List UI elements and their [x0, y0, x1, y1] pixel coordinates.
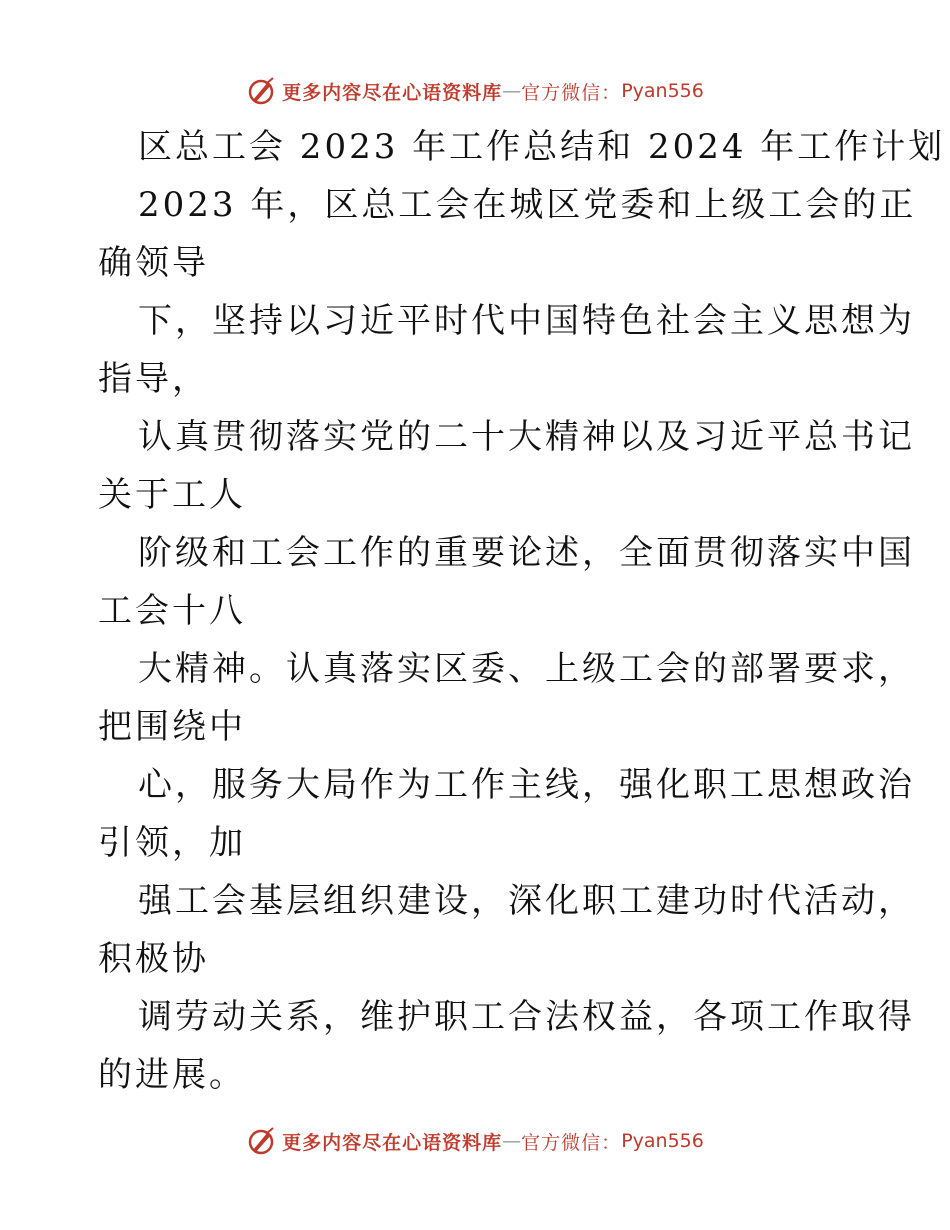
- watermark-header: [0, 74, 950, 108]
- paragraph-line: 确领导: [98, 243, 209, 283]
- watermark-dash: —: [502, 1130, 522, 1152]
- document-title: 区总工会 2023 年工作总结和 2024 年工作计划: [138, 127, 946, 167]
- watermark-dash: —: [502, 80, 522, 102]
- paragraph-line: 的进展。: [98, 1055, 246, 1095]
- document-body: [98, 118, 946, 1104]
- paragraph-line: 引领，加: [98, 823, 246, 863]
- watermark-handle: Pyan556: [621, 1130, 704, 1152]
- paragraph-line: 积极协: [98, 939, 209, 979]
- paragraph-line: 下，坚持以习近平时代中国特色社会主义思想为: [138, 301, 915, 341]
- watermark-contact-label: 官方微信：: [521, 1131, 622, 1154]
- watermark-handle: Pyan556: [621, 80, 704, 102]
- paragraph-line: 调劳动关系，维护职工合法权益，各项工作取得: [138, 997, 915, 1037]
- paragraph-line: 心，服务大局作为工作主线，强化职工思想政治: [138, 765, 915, 805]
- paragraph-line: 工会十八: [98, 591, 246, 631]
- watermark-brand: 更多内容尽在心语资料库: [282, 1131, 503, 1154]
- watermark-footer: [0, 1124, 950, 1158]
- paragraph-line: 认真贯彻落实党的二十大精神以及习近平总书记: [138, 417, 915, 457]
- paragraph-line: 2023 年，区总工会在城区党委和上级工会的正: [138, 185, 917, 225]
- quill-pen-logo-icon: [246, 1126, 276, 1156]
- watermark-brand: 更多内容尽在心语资料库: [282, 81, 503, 104]
- quill-pen-logo-icon: [246, 76, 276, 106]
- paragraph-line: 指导，: [98, 359, 209, 399]
- paragraph-line: 关于工人: [98, 475, 246, 515]
- paragraph-line: 阶级和工会工作的重要论述，全面贯彻落实中国: [138, 533, 915, 573]
- watermark-contact-label: 官方微信：: [521, 81, 622, 104]
- paragraph-line: 把围绕中: [98, 707, 246, 747]
- paragraph-line: 强工会基层组织建设，深化职工建功时代活动，: [138, 881, 915, 921]
- paragraph-line: 大精神。认真落实区委、上级工会的部署要求，: [138, 649, 915, 689]
